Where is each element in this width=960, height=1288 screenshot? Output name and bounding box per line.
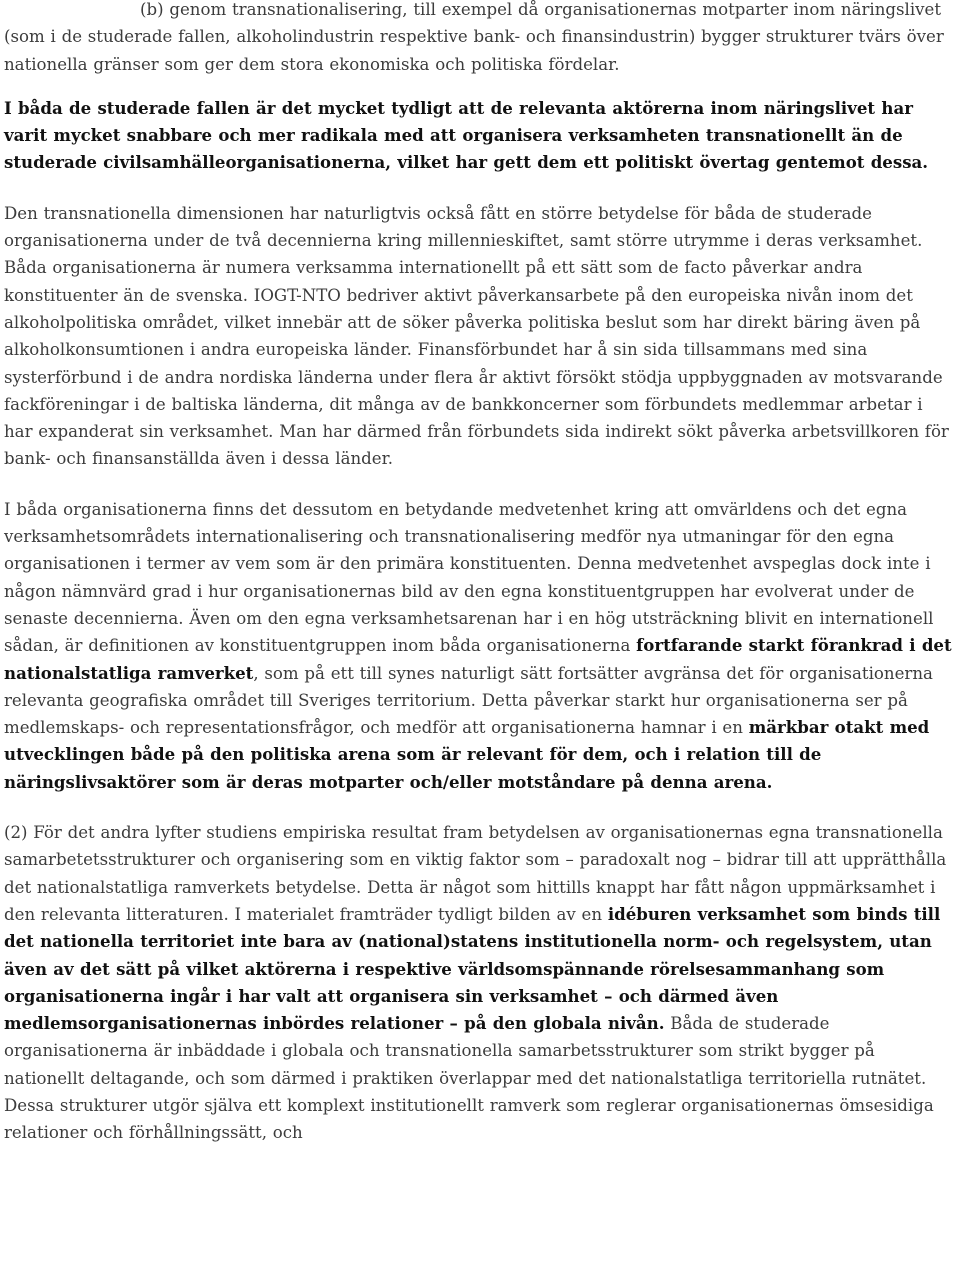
transnational-dimension-paragraph: Den transnationella dimensionen har naturligtvis också fått en större betydelse för båda de studerade organisationerna under de två decennierna kring millennieskiftet, samt större utrymme i deras verksamhet. Båda organisationerna är numera verksamma internationellt på ett sätt som de facto påverkar andra konstituenter än de svenska. IOGT-NTO bedriver aktivt påverkansarbete på den europeiska nivån inom det alkoholpolitiska området, vilket innebär att de söker påverka politiska beslut som har direkt bäring även på alkoholkonsumtionen i andra europeiska länder. Finansförbundet har å sin sida tillsammans med sina systerförbund i de andra nordiska länderna under flera år aktivt försökt stödja uppbyggnaden av motsvarande fackföreningar i de baltiska länderna, dit många av de bankkoncerner som förbundets medlemmar arbetar i har expanderat sin verksamhet. Man har därmed från förbundets sida indirekt sökt påverka arbetsvillkoren för bank- och finansanställda även i dessa länder.: [4, 203, 949, 469]
second-finding-paragraph: [4, 819, 956, 1147]
document-page: [4, 0, 956, 1147]
awareness-text-2: , som på ett till synes naturligt sätt fortsätter avgränsa det för organisationerna relevanta geografiska området till Sveriges territorium. Detta påverkar starkt hur organisationerna ser på medlemskaps- och representationsfrågor, och medför att organisationerna hamnar i en: [4, 663, 933, 738]
awareness-bold-2: märkbar otakt med utvecklingen både på den politiska arena som är relevant för dem, och i relation till de näringslivsaktörer som är deras motparter och/eller motståndare på denna arena.: [4, 717, 930, 792]
awareness-paragraph: [4, 496, 956, 796]
second-bold-1: idéburen verksamhet som binds till det nationella territoriet inte bara av (national)statens institutionella norm- och regelsystem, utan även av det sätt på vilket aktörerna i respektive världsomspännande rörelsesammanhang som organisationerna ingår i har valt att organisera sin verksamhet – och därmed även medlemsorganisationernas inbördes relationer – på den globala nivån.: [4, 903, 941, 1034]
second-text-1: (2) För det andra lyfter studiens empiriska resultat fram betydelsen av organisationernas egna transnationella samarbetetsstrukturer och organisering som en viktig faktor som – paradoxalt nog – bidrar till att upprätthålla det nationalstatliga ramverkets betydelse. Detta är något som hittills knappt har fått någon uppmärksamhet i den relevanta litteraturen. I materialet framträder tydligt bilden av en: [4, 823, 947, 924]
awareness-bold-1: fortfarande starkt förankrad i det nationalstatliga ramverket: [4, 635, 952, 683]
awareness-text-1: I båda organisationerna finns det dessutom en betydande medvetenhet kring att omvärldens och det egna verksamhetsområdets internationalisering och transnationalisering medför nya utmaningar för den egna organisationen i termer av vem som är den primära konstituenten. Denna medvetenhet avspeglas dock inte i någon nämnvärd grad i hur organisationernas bild av den egna konstituentgruppen har evolverat under de senaste decennierna. Även om den egna verksamhetsarenan har i en hög utsträckning blivit en internationell sådan, är definitionen av konstituentgruppen inom båda organisationerna: [4, 499, 934, 656]
second-text-2: Båda de studerade organisationerna är inbäddade i globala och transnationella samarbetsstrukturer som strikt bygger på nationellt deltagande, och som därmed i praktiken överlappar med det nationalstatliga territoriella rutnätet. Dessa strukturer utgör själva ett komplext institutionellt ramverk som reglerar organisationernas ömsesidiga relationer och förhållningssätt, och: [4, 1014, 934, 1143]
intro-paragraph: (b) genom transnationalisering, till exempel då organisationernas motparter inom näringslivet (som i de studerade fallen, alkoholindustrin respektive bank- och finansindustrin) bygger strukturer tvärs över nationella gränser som ger dem stora ekonomiska och politiska fördelar.: [4, 0, 944, 74]
bold-finding-paragraph: I båda de studerade fallen är det mycket tydligt att de relevanta aktörerna inom näringslivet har varit mycket snabbare och mer radikala med att organisera verksamheten transnationellt än de studerade civilsamhälleorganisationerna, vilket har gett dem ett politiskt övertag gentemot dessa.: [4, 97, 929, 173]
